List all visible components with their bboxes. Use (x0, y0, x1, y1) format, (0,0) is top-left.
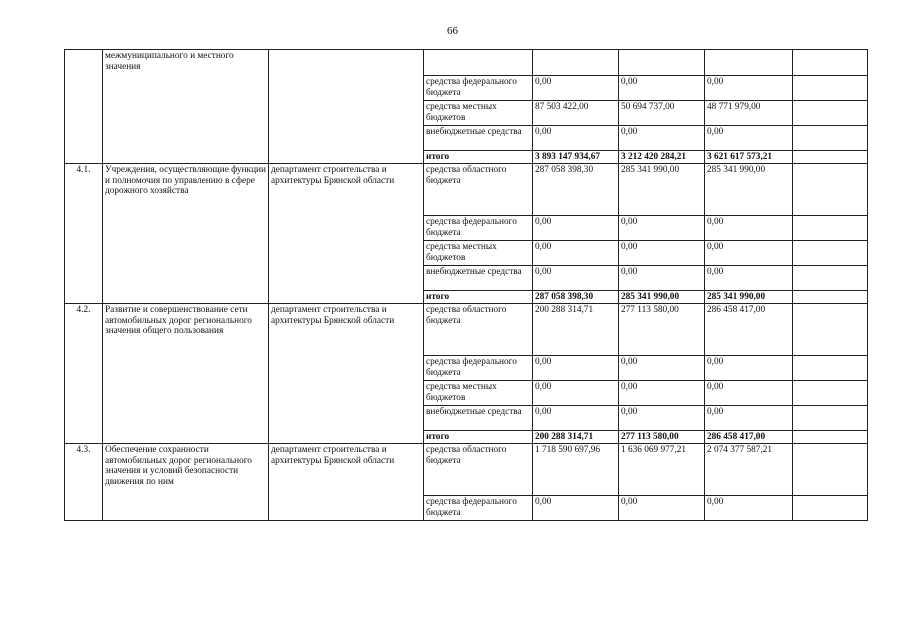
value-cell: 0,00 (705, 381, 793, 406)
item-number-cell (65, 50, 103, 164)
value-cell: 0,00 (533, 241, 619, 266)
item-name-cell: Обеспечение сохранности автомобильных дорог регионального значения и условий безопасности движения по ним (103, 444, 269, 521)
funding-source-cell: средства местных бюджетов (424, 241, 533, 266)
note-cell (793, 406, 868, 431)
note-cell (793, 101, 868, 126)
note-cell (793, 291, 868, 304)
value-cell (619, 50, 705, 76)
value-cell: 0,00 (619, 216, 705, 241)
value-cell: 1 636 069 977,21 (619, 444, 705, 496)
funding-source-cell: средства федерального бюджета (424, 496, 533, 521)
item-name-cell: Учреждения, осуществляющие функции и полномочия по управлению в сфере дорожного хозяйства (103, 164, 269, 304)
value-cell (533, 50, 619, 76)
value-cell: 0,00 (705, 76, 793, 101)
note-cell (793, 126, 868, 151)
value-cell: 286 458 417,00 (705, 304, 793, 356)
value-cell: 0,00 (619, 76, 705, 101)
note-cell (793, 381, 868, 406)
note-cell (793, 304, 868, 356)
executor-cell: департамент строительства и архитектуры Брянской области (269, 444, 424, 521)
value-cell: 0,00 (533, 406, 619, 431)
value-cell: 0,00 (533, 216, 619, 241)
value-cell: 0,00 (533, 356, 619, 381)
item-name-cell: Развитие и совершенствование сети автомобильных дорог регионального значения общего пользования (103, 304, 269, 444)
value-cell: 286 458 417,00 (705, 431, 793, 444)
table-row (65, 164, 868, 216)
funding-source-cell: средства областного бюджета (424, 164, 533, 216)
value-cell: 0,00 (619, 406, 705, 431)
page-number: 66 (447, 25, 458, 37)
note-cell (793, 444, 868, 496)
note-cell (793, 266, 868, 291)
note-cell (793, 164, 868, 216)
funding-source-cell: средства областного бюджета (424, 304, 533, 356)
note-cell (793, 431, 868, 444)
item-number-cell: 4.1. (65, 164, 103, 304)
value-cell: 287 058 398,30 (533, 291, 619, 304)
value-cell: 277 113 580,00 (619, 304, 705, 356)
note-cell (793, 151, 868, 164)
value-cell: 0,00 (533, 266, 619, 291)
value-cell: 0,00 (705, 216, 793, 241)
funding-source-cell: средства федерального бюджета (424, 216, 533, 241)
funding-source-cell: средства областного бюджета (424, 444, 533, 496)
funding-source-cell: средства федерального бюджета (424, 76, 533, 101)
value-cell: 3 621 617 573,21 (705, 151, 793, 164)
value-cell: 285 341 990,00 (705, 291, 793, 304)
item-name-cell: межмуниципального и местного значения (103, 50, 269, 164)
value-cell: 2 074 377 587,21 (705, 444, 793, 496)
budget-table (64, 49, 868, 521)
value-cell: 50 694 737,00 (619, 101, 705, 126)
funding-source-cell: внебюджетные средства (424, 266, 533, 291)
item-number-cell: 4.3. (65, 444, 103, 521)
funding-source-cell: итого (424, 151, 533, 164)
value-cell: 200 288 314,71 (533, 304, 619, 356)
funding-source-cell: итого (424, 431, 533, 444)
value-cell: 287 058 398,30 (533, 164, 619, 216)
value-cell: 0,00 (705, 356, 793, 381)
value-cell: 0,00 (619, 126, 705, 151)
note-cell (793, 76, 868, 101)
value-cell: 0,00 (533, 126, 619, 151)
funding-source-cell: средства местных бюджетов (424, 381, 533, 406)
value-cell: 0,00 (705, 496, 793, 521)
value-cell: 48 771 979,00 (705, 101, 793, 126)
value-cell: 0,00 (619, 381, 705, 406)
value-cell: 3 212 420 284,21 (619, 151, 705, 164)
value-cell: 0,00 (705, 241, 793, 266)
executor-cell (269, 50, 424, 164)
value-cell: 1 718 590 697,96 (533, 444, 619, 496)
value-cell: 0,00 (619, 266, 705, 291)
table-row (65, 50, 868, 76)
value-cell: 200 288 314,71 (533, 431, 619, 444)
value-cell: 0,00 (705, 266, 793, 291)
executor-cell: департамент строительства и архитектуры Брянской области (269, 164, 424, 304)
executor-cell: департамент строительства и архитектуры Брянской области (269, 304, 424, 444)
value-cell: 277 113 580,00 (619, 431, 705, 444)
table-row (65, 304, 868, 356)
value-cell: 0,00 (619, 241, 705, 266)
value-cell: 0,00 (705, 406, 793, 431)
value-cell: 0,00 (619, 496, 705, 521)
value-cell: 87 503 422,00 (533, 101, 619, 126)
table-row (65, 444, 868, 496)
value-cell: 285 341 990,00 (619, 291, 705, 304)
value-cell: 3 893 147 934,67 (533, 151, 619, 164)
funding-source-cell: итого (424, 291, 533, 304)
note-cell (793, 356, 868, 381)
note-cell (793, 496, 868, 521)
value-cell: 0,00 (533, 381, 619, 406)
value-cell: 285 341 990,00 (619, 164, 705, 216)
note-cell (793, 50, 868, 76)
note-cell (793, 241, 868, 266)
funding-source-cell: внебюджетные средства (424, 406, 533, 431)
value-cell: 0,00 (619, 356, 705, 381)
funding-source-cell: средства федерального бюджета (424, 356, 533, 381)
item-number-cell: 4.2. (65, 304, 103, 444)
value-cell (705, 50, 793, 76)
funding-source-cell (424, 50, 533, 76)
funding-source-cell: средства местных бюджетов (424, 101, 533, 126)
note-cell (793, 216, 868, 241)
value-cell: 0,00 (705, 126, 793, 151)
value-cell: 285 341 990,00 (705, 164, 793, 216)
funding-source-cell: внебюджетные средства (424, 126, 533, 151)
value-cell: 0,00 (533, 496, 619, 521)
value-cell: 0,00 (533, 76, 619, 101)
